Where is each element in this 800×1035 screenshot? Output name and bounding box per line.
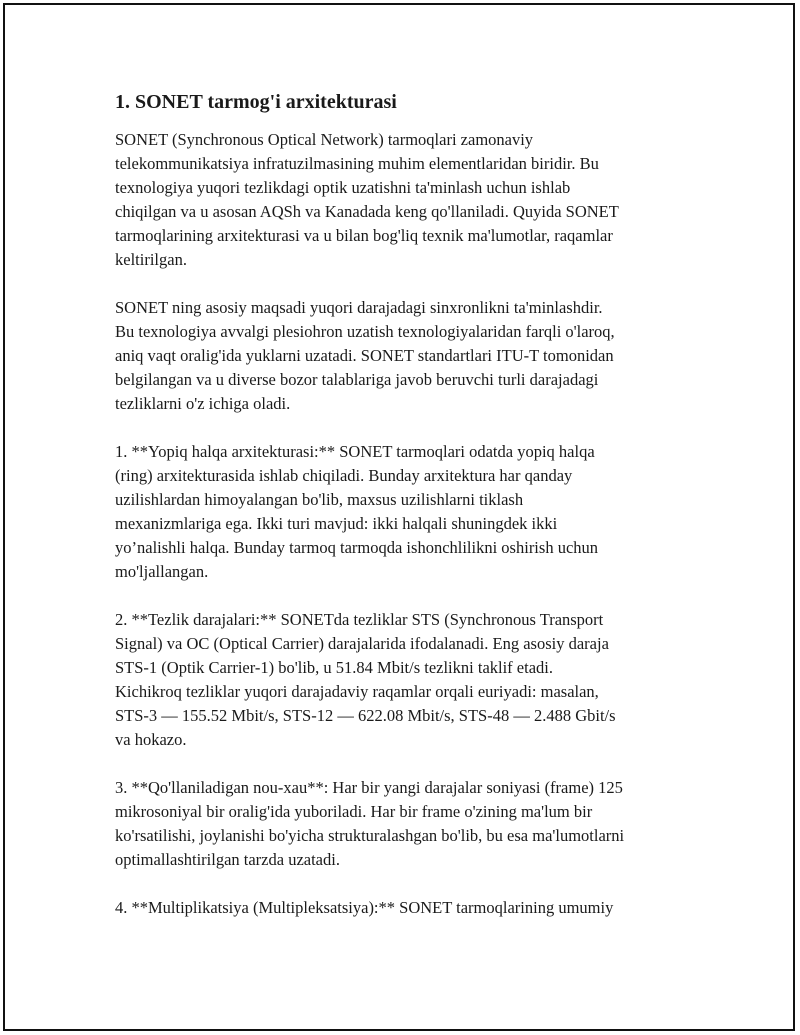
text-line: yo’nalishli halqa. Bunday tarmoq tarmoqda ishonchlilikni oshirish uchun: [115, 538, 599, 557]
text-line: (ring) arxitekturasida ishlab chiqiladi. Bunday arxitektura har qanday: [115, 466, 573, 485]
text-line: chiqilgan va u asosan AQSh va Kanadada keng qo'llaniladi. Quyida SONET: [115, 202, 619, 221]
text-line: keltirilgan.: [115, 250, 187, 269]
text-line: belgilangan va u diverse bozor talablariga javob beruvchi turli darajadagi: [115, 370, 599, 389]
text-line: mexanizmlariga ega. Ikki turi mavjud: ikki halqali shuningdek ikki: [115, 514, 558, 533]
text-line: STS-3 — 155.52 Mbit/s, STS-12 — 622.08 Mbit/s, STS-48 — 2.488 Gbit/s: [115, 706, 616, 725]
text-line: optimallashtirilgan tarzda uzatadi.: [115, 850, 340, 869]
text-line: uzilishlardan himoyalangan bo'lib, maxsus uzilishlarni tiklash: [115, 490, 524, 509]
text-line: telekommunikatsiya infratuzilmasining muhim elementlaridan biridir. Bu: [115, 154, 599, 173]
text-line: 2. **Tezlik darajalari:** SONETda tezliklar STS (Synchronous Transport: [115, 610, 604, 629]
text-line: mo'ljallangan.: [115, 562, 209, 581]
text-line: tezliklarni o'z ichiga oladi.: [115, 394, 291, 413]
paragraph-know-how: [115, 776, 695, 872]
text-line: Kichikroq tezliklar yuqori darajadaviy raqamlar orqali euriyadi: masalan,: [115, 682, 599, 701]
paragraph-multiplexing: [115, 896, 695, 920]
paragraph-speed-levels: [115, 608, 695, 752]
text-line: 1. **Yopiq halqa arxitekturasi:** SONET tarmoqlari odatda yopiq halqa: [115, 442, 595, 461]
text-line: 4. **Multiplikatsiya (Multipleksatsiya):** SONET tarmoqlarining umumiy: [115, 898, 614, 917]
document-content: [115, 88, 695, 944]
text-line: va hokazo.: [115, 730, 187, 749]
text-line: Bu texnologiya avvalgi plesiohron uzatish texnologiyalaridan farqli o'laroq,: [115, 322, 615, 341]
text-line: SONET ning asosiy maqsadi yuqori darajadagi sinxronlikni ta'minlashdir.: [115, 298, 603, 317]
text-line: tarmoqlarining arxitekturasi va u bilan bog'liq texnik ma'lumotlar, raqamlar: [115, 226, 613, 245]
paragraph-ring-architecture: [115, 440, 695, 584]
text-line: mikrosoniyal bir oralig'ida yuboriladi. Har bir frame o'zining ma'lum bir: [115, 802, 593, 821]
text-line: 3. **Qo'llaniladigan nou-xau**: Har bir yangi darajalar soniyasi (frame) 125: [115, 778, 623, 797]
text-line: STS-1 (Optik Carrier-1) bo'lib, u 51.84 Mbit/s tezlikni taklif etadi.: [115, 658, 553, 677]
text-line: texnologiya yuqori tezlikdagi optik uzatishni ta'minlash uchun ishlab: [115, 178, 571, 197]
text-line: SONET (Synchronous Optical Network) tarmoqlari zamonaviy: [115, 130, 534, 149]
paragraph-purpose: [115, 296, 695, 416]
paragraph-intro: [115, 128, 695, 272]
document-title: 1. SONET tarmog'i arxitekturasi: [115, 91, 397, 113]
text-line: Signal) va OC (Optical Carrier) darajalarida ifodalanadi. Eng asosiy daraja: [115, 634, 609, 653]
text-line: aniq vaqt oralig'ida yuklarni uzatadi. SONET standartlari ITU-T tomonidan: [115, 346, 614, 365]
text-line: ko'rsatilishi, joylanishi bo'yicha strukturalashgan bo'lib, bu esa ma'lumotlarni: [115, 826, 625, 845]
